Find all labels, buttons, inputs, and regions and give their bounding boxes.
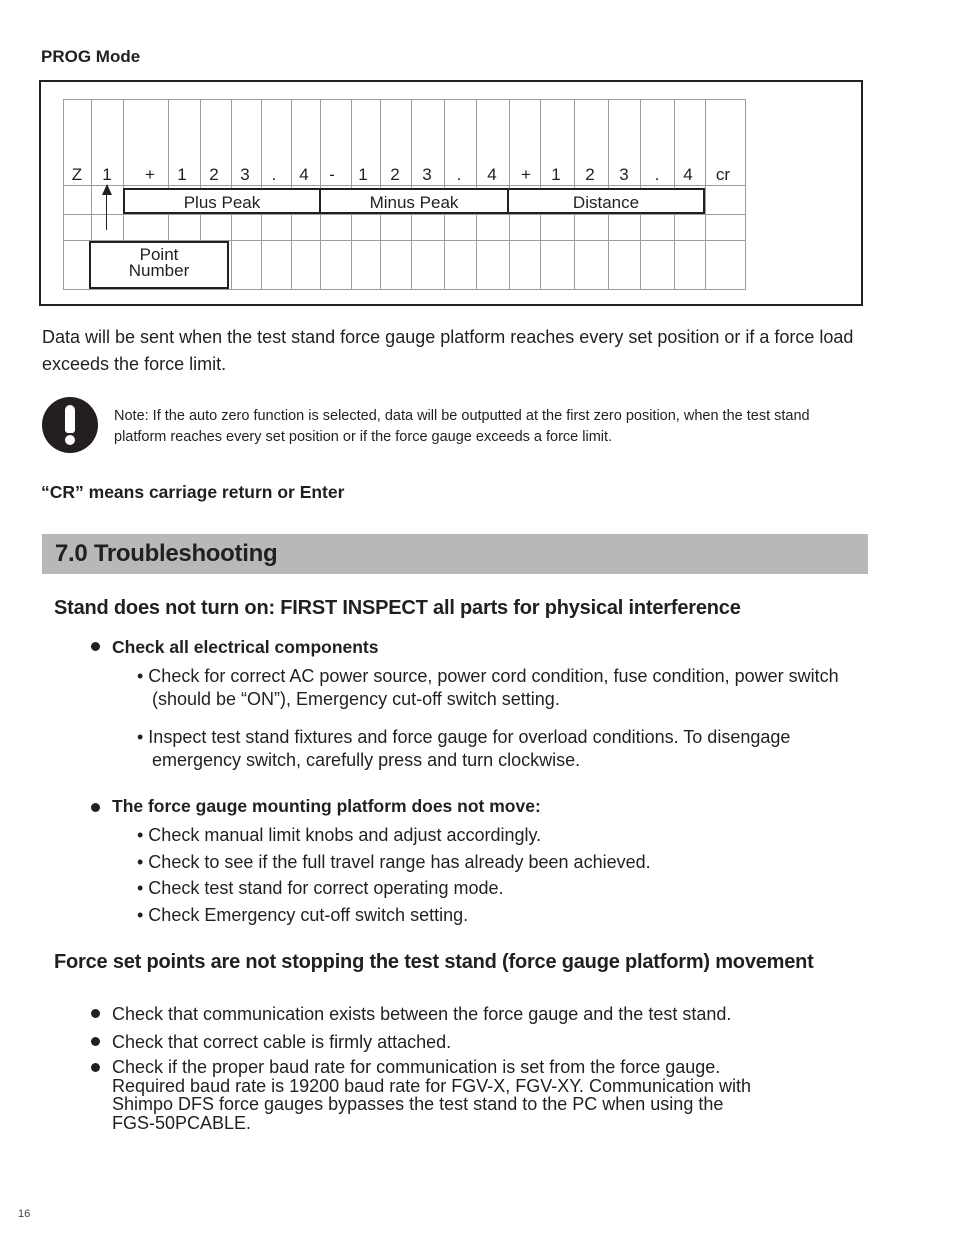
char-cell: 2 <box>390 165 400 184</box>
list-item: Check that communication exists between the force gauge and the test stand. <box>112 1004 732 1024</box>
char-cell: . <box>271 165 277 184</box>
pointer-arrow-line <box>106 192 107 230</box>
text-line: FGS-50PCABLE. <box>112 1112 252 1133</box>
data-sent-paragraph: Data will be sent when the test stand force gauge platform reaches every set position or if a force load exceeds the force limit. <box>42 327 854 374</box>
list-item: Check that correct cable is firmly attached. <box>112 1032 452 1052</box>
auto-zero-note: Note: If the auto zero function is selected, data will be outputted at the first zero position, when the test stand platform reaches every set position or if the force gauge exceeds a force limit. <box>114 408 810 445</box>
sub-item-line: • Check to see if the full travel range has already been achieved. <box>137 852 651 872</box>
char-cell: . <box>654 165 660 184</box>
exclamation-icon <box>42 397 98 453</box>
char-cell: cr <box>715 165 731 184</box>
char-cell: + <box>145 165 155 184</box>
character-grid <box>63 99 746 290</box>
cr-definition: “CR” means carriage return or Enter <box>41 482 345 502</box>
sub-item-line: • Inspect test stand fixtures and force gauge for overload conditions. To disengage <box>137 727 791 747</box>
bullet-icon <box>91 1063 100 1072</box>
point-number-label-line2: Number <box>128 261 190 280</box>
text-line: Check if the proper baud rate for communication is set from the force gauge. <box>112 1057 721 1077</box>
page-number: 16 <box>18 1208 31 1220</box>
char-cell: 1 <box>358 165 368 184</box>
text-line: Required baud rate is 19200 baud rate for FGV-X, FGV-XY. Communication with <box>112 1075 751 1096</box>
char-cell: 1 <box>102 165 112 184</box>
char-cell: 2 <box>209 165 219 184</box>
minus-peak-field: Minus Peak <box>319 188 509 214</box>
sub-item-line: • Check Emergency cut-off switch setting. <box>137 905 469 925</box>
char-cell: 2 <box>585 165 595 184</box>
sub-item-line: • Check test stand for correct operating mode. <box>137 878 504 898</box>
section-header <box>42 534 868 574</box>
char-cell: + <box>521 165 531 184</box>
item-platform-title: The force gauge mounting platform does not move: <box>112 796 541 816</box>
char-cell: 3 <box>240 165 250 184</box>
bullet-icon <box>91 1037 100 1046</box>
char-cell: 1 <box>551 165 561 184</box>
item-electrical-title: Check all electrical components <box>112 637 379 657</box>
point-number-box <box>89 241 229 289</box>
plus-peak-field: Plus Peak <box>123 188 321 214</box>
text-line: Shimpo DFS force gauges bypasses the test stand to the PC when using the <box>112 1094 724 1114</box>
sub-item-line: emergency switch, carefully press and turn clockwise. <box>152 750 581 770</box>
sub-item-line: • Check manual limit knobs and adjust accordingly. <box>137 825 542 845</box>
char-cell: 3 <box>422 165 432 184</box>
char-cell: 3 <box>619 165 629 184</box>
sub-item-line: (should be “ON”), Emergency cut-off switch setting. <box>152 689 560 709</box>
sub-item-line: • Check for correct AC power source, power cord condition, fuse condition, power switch <box>137 666 839 686</box>
char-cell: 4 <box>299 165 309 184</box>
bullet-icon <box>91 642 100 651</box>
char-cell: - <box>329 165 335 184</box>
point-number-label-line1: Point <box>139 245 179 264</box>
char-cell: 4 <box>487 165 497 184</box>
distance-field: Distance <box>507 188 705 214</box>
char-cell: 1 <box>177 165 187 184</box>
group1-heading: Stand does not turn on: FIRST INSPECT all parts for physical interference <box>54 597 741 619</box>
prog-mode-title: PROG Mode <box>41 47 141 66</box>
char-cell: 4 <box>683 165 693 184</box>
up-arrow-icon <box>102 184 112 195</box>
bullet-icon <box>91 1009 100 1018</box>
list-item-baud-rate <box>112 1058 751 1132</box>
char-cell: Z <box>71 165 83 184</box>
section-title: 7.0 Troubleshooting <box>55 540 278 567</box>
group2-heading: Force set points are not stopping the test stand (force gauge platform) movement <box>54 951 814 973</box>
char-cell: . <box>456 165 462 184</box>
bullet-icon <box>91 803 100 812</box>
